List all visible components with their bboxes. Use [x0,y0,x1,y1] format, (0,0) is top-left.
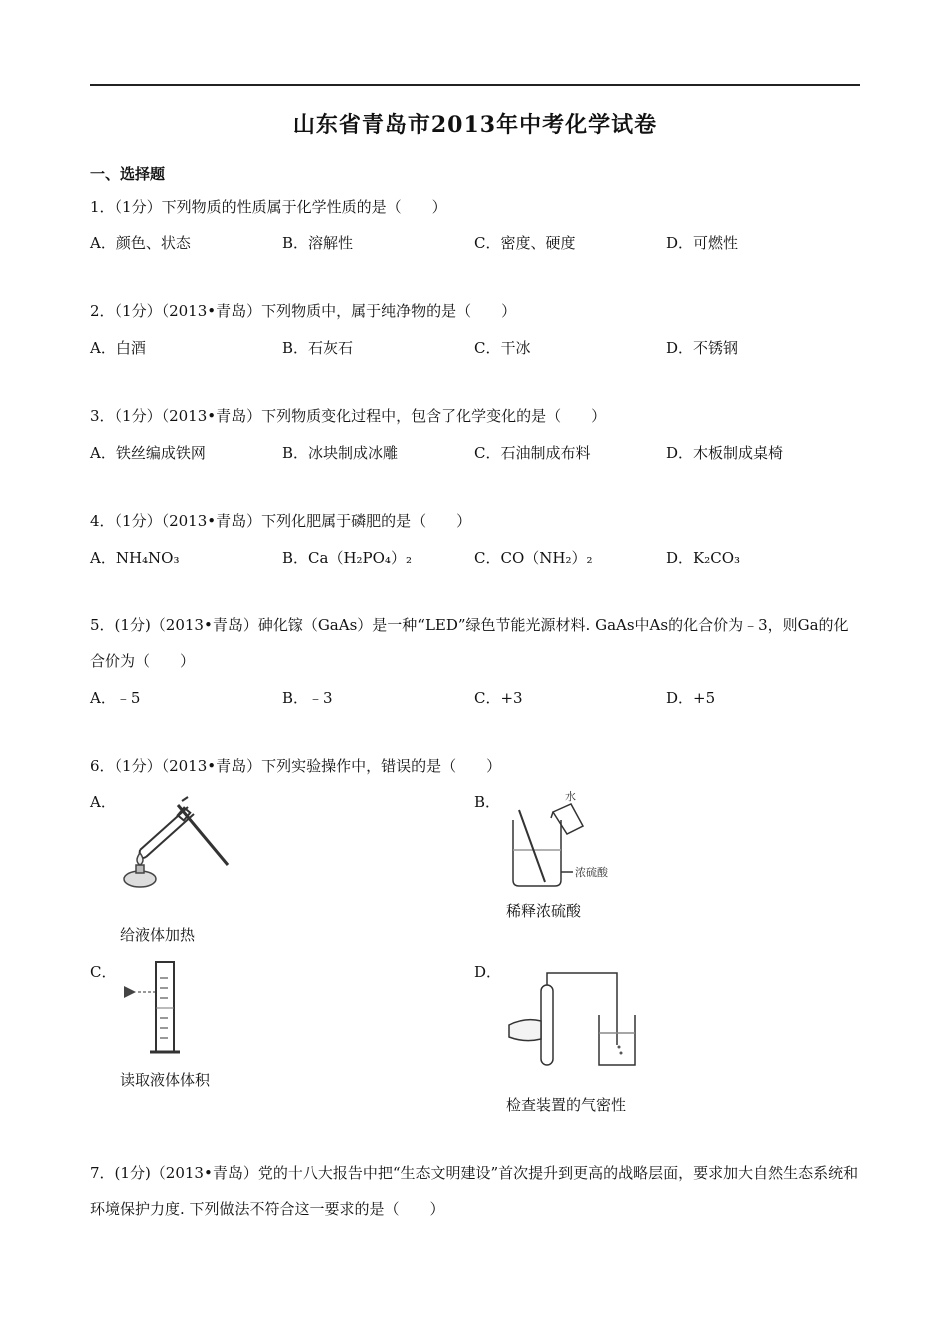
section-heading: 一、选择题 [90,165,166,183]
question-5-option-a: A．﹣5 [90,689,141,707]
question-6-option-b: B． [474,793,501,811]
question-3-option-b: B．冰块制成冰雕 [282,444,399,462]
question-2-stem: 2．（1分）（2013•青岛）下列物质中，属于纯净物的是（ ） [90,302,517,320]
question-5-stem: 5．(1分)（2013•青岛）砷化镓（GaAs）是一种“LED”绿色节能光源材料. GaAs中As的化合价为﹣3，则Ga的化合价为（ ） [90,616,849,670]
question-1-option-a: A．颜色、状态 [90,234,191,252]
question-5-option-d: D．+5 [666,689,716,707]
question-4-option-c: C．CO（NH₂）₂ [474,549,593,567]
question-1-stem: 1．（1分）下列物质的性质属于化学性质的是（ ） [90,198,447,216]
question-6-option-c: C． [90,963,117,981]
question-5-option-c: C．+3 [474,689,523,707]
question-2-option-b: B．石灰石 [282,339,354,357]
question-4-stem: 4．（1分）（2013•青岛）下列化肥属于磷肥的是（ ） [90,512,472,530]
question-1-option-c: C．密度、硬度 [474,234,576,252]
question-6-stem: 6．（1分）（2013•青岛）下列实验操作中，错误的是（ ） [90,757,502,775]
airtightness-check-illustration [505,965,645,1075]
eye-icon [124,986,136,998]
question-3-option-a: A．铁丝编成铁网 [90,444,206,462]
label-water: 水 [565,790,576,803]
question-6-caption-d: 检查装置的气密性 [506,1096,627,1114]
question-7-stem: 7．(1分)（2013•青岛）党的十八大报告中把“生态文明建设”首次提升到更高的战略层面，要求加大自然生态系统和环境保护力度. 下列做法不符合这一要求的是（ ） [90,1164,859,1218]
question-2-option-c: C．干冰 [474,339,531,357]
question-6-caption-a: 给液体加热 [120,926,196,944]
heating-liquid-illustration [118,795,233,895]
question-6-caption-c: 读取液体体积 [120,1071,211,1089]
question-6-option-a: A． [90,793,116,811]
question-4-option-b: B．Ca（H₂PO₄）₂ [282,549,412,567]
question-2-option-d: D．不锈钢 [666,339,739,357]
question-3-stem: 3．（1分）（2013•青岛）下列物质变化过程中，包含了化学变化的是（ ） [90,407,607,425]
question-4-option-a: A．NH₄NO₃ [90,549,180,567]
question-3-option-c: C．石油制成布料 [474,444,591,462]
question-1-option-b: B．溶解性 [282,234,354,252]
measuring-cylinder-illustration [118,958,198,1058]
question-2-option-a: A．白酒 [90,339,146,357]
question-4-option-d: D．K₂CO₃ [666,549,741,567]
question-5-option-b: B．﹣3 [282,689,333,707]
question-6-option-d: D． [474,963,502,981]
label-conc-acid: 浓硫酸 [575,866,608,879]
dilute-acid-illustration [505,790,625,890]
header-rule [90,84,860,86]
question-6-caption-b: 稀释浓硫酸 [506,902,582,920]
question-3-option-d: D．木板制成桌椅 [666,444,784,462]
page-title: 山东省青岛市2013年中考化学试卷 [292,112,658,138]
question-1-option-d: D．可燃性 [666,234,739,252]
